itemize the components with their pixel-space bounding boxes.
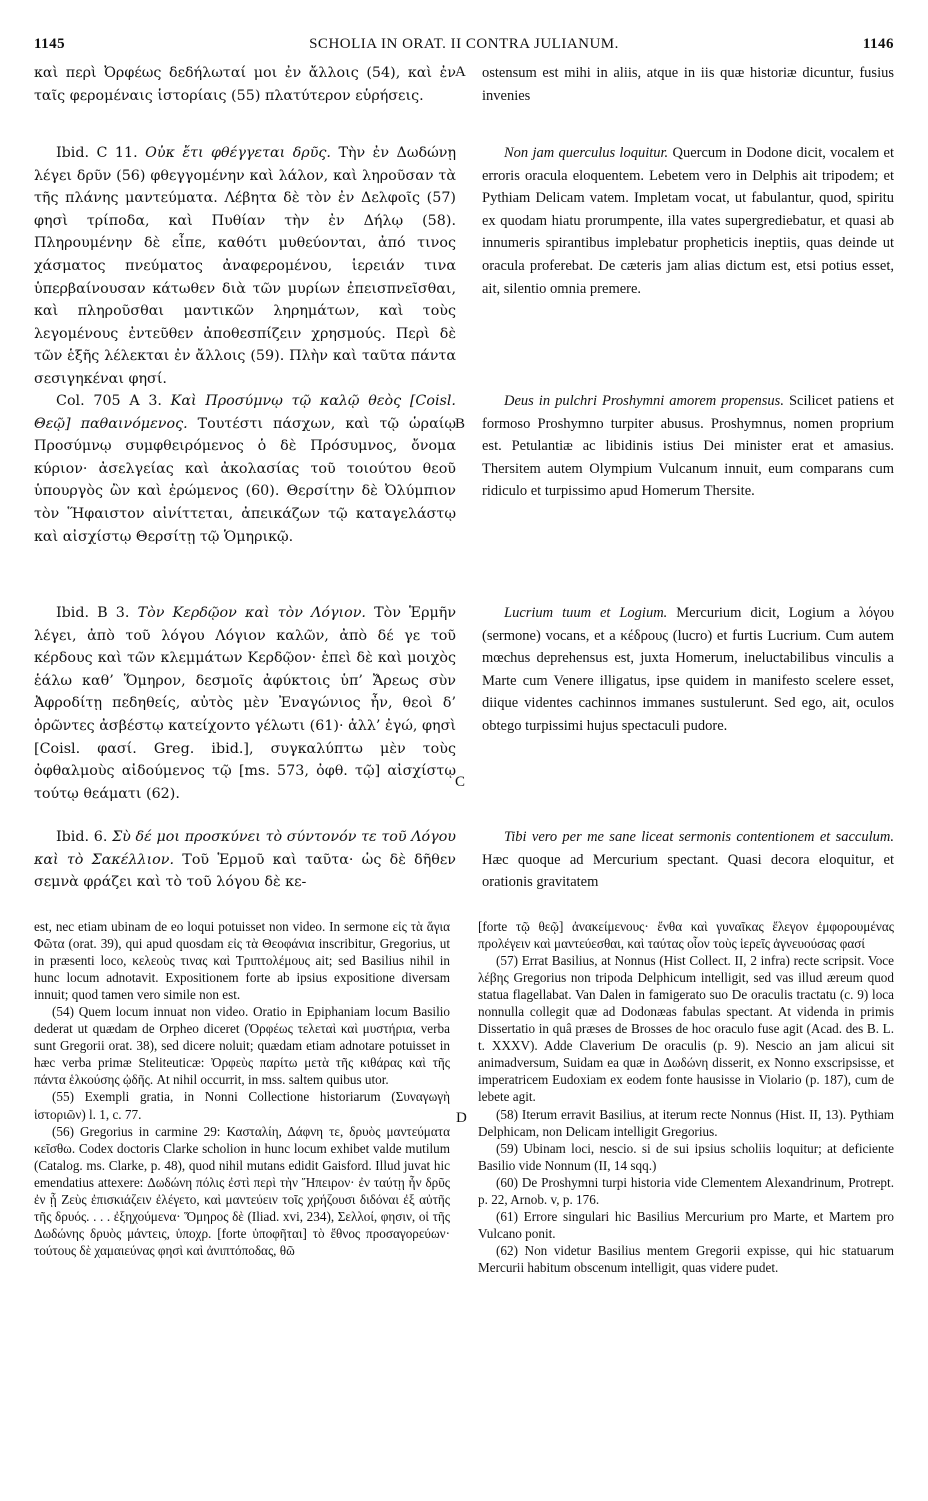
latin-lemma: Tibi vero per me sane liceat sermonis contentionem et sacculum.	[504, 829, 894, 845]
greek-reference: Col. 705 A 3.	[56, 393, 162, 409]
commentary-columns	[34, 62, 894, 918]
margin-marker-b: B	[455, 416, 466, 432]
greek-text: Τουτέστι πάσχων, καὶ τῷ ὡραίῳ Προσύμνῳ συμφθειρόμενος ὁ δὲ Πρόσυμνος, ὄνομα κύριον· ἀσελγείας καὶ ἀκολασίας τοῦ τοιούτου θεοῦ ὑπουργὸς ὢν καὶ ἐρώμενος (60). Θερσίτην δὲ Ὀλύμπιον τὸν Ἥφαιστον αἰνίττεται, ἀπεικάζων τῷ καταγελάστῳ καὶ αἰσχίστῳ Θερσίτῃ τῷ Ὁμηρικῷ.	[34, 415, 456, 545]
footnote: (54) Quem locum innuat non video. Oratio in Epiphaniam locum Basilio dederat ut quædam de Orpheo diceret (Ὀρφέως τελεταὶ καὶ μυστήρια, verba sunt Gregorii orat. 38), sed dicere noluit; quædam etiam adnotare potuisset in hæc verba primæ Steliteuticæ: Ὀρφεὺς παρίτω μετὰ τῆς κιθάρας καὶ τῆς πάντα ἑλκούσης ᾠδῆς. At nihil occurrit, in mss. saltem quibus utor.	[34, 1004, 450, 1088]
footnote: (60) De Proshymni turpi historia vide Clementem Alexandrinum, Protrept. p. 22, Arnob. v, p. 176.	[478, 1174, 894, 1207]
greek-text-block	[34, 62, 456, 107]
latin-text-block	[482, 390, 894, 503]
latin-text-block	[482, 62, 894, 107]
greek-text-block	[34, 142, 456, 391]
latin-lemma: Lucrium tuum et Logium.	[504, 605, 668, 621]
footnote: (58) Iterum erravit Basilius, at iterum recte Nonnus (Hist. II, 13). Pythiam Delphicam, non Delicam intelligit Gregorius.	[478, 1106, 894, 1139]
footnote: [forte τῷ θεῷ] ἀνακείμενους· ἔνθα καὶ γυναῖκας ἔλεγον ἐμφορουμένας προλέγειν καὶ μαντεύεσθαι, καὶ ταύτας οἷον τοὺς ἱερεῖς ἁγνευούσας φασί	[478, 919, 894, 952]
latin-lemma: Deus in pulchri Proshymni amorem propensus.	[504, 393, 784, 409]
greek-text: Τὴν ἐν Δωδώνῃ λέγει δρῦν (56) φθεγγομένην καὶ λάλον, καὶ ληροῦσαν τὰ τῆς πλάνης μαντεύματα. Λέβητα δὲ τὸν ἐν Δελφοῖς (57) φησὶ τρίποδα, καὶ Πυθίαν τὴν ἐν Δήλῳ (58). Πληρουμένην δὲ εἶπε, καθότι μυθεύονται, ἀπό τινος χάσματος πνεύματος ἀναφερομένου, ἱερειάν τινα ὑπερβαίνουσαν κάτωθεν διὰ τῶν μυρίων ἐπεισπνεῖσθαι, καὶ πληροῦσθαι μαντικῶν ληρημάτων, καὶ τοὺς λεγομένους ἐντεῦθεν ἀποθεσπίζειν χρησμούς. Περὶ δὲ τῶν ἑξῆς λέλεκται ἐν ἄλλοις (59). Πλὴν καὶ ταῦτα πάντα σεσιγηκέναι φησί.	[34, 145, 457, 387]
greek-lemma: Σὺ δέ μοι προσκύνει τὸ σύντονόν τε τοῦ Λόγου καὶ τὸ Σακέλλιον.	[34, 829, 457, 868]
greek-lemma: Τὸν Κερδῷον καὶ τὸν Λόγιον.	[137, 605, 366, 621]
greek-reference: Ibid. B 3.	[56, 605, 130, 621]
margin-marker-c: C	[455, 774, 466, 790]
latin-text-block	[482, 142, 894, 300]
latin-text: Scilicet patiens et formoso Proshymno turpiter abusus. Proshymnus, nomen proprium est. Petulantiæ ac libidinis istius Dei minister erat et amasius. Thersitem autem Olympium Vulcanum innuit, eum comparans cum ridiculo et turpissimo apud Homerum Thersite.	[482, 393, 894, 500]
greek-text: Τὸν Ἑρμῆν λέγει, ἀπὸ τοῦ λόγου Λόγιον καλῶν, ἀπὸ δέ γε τοῦ κέρδους καὶ τῶν κλεμμάτων Κερδῷον· ἐπεὶ δὲ καὶ μοιχὸς ἑάλω καθ’ Ὅμηρον, δεσμοῖς ἀφύκτοις ὑπ’ Ἄρεως σὺν Ἀφροδίτῃ πεδηθείς, αὐτὸς μὲν Ἐναγώνιος ἦν, θεοὶ δ’ ὁρῶντες ἀσβέστῳ κατείχοντο γέλωτι (61)· ἀλλ’ ἐγώ, φησὶ [Coisl. φασί. Greg. ibid.], συγκαλύπτω μὲν τοὺς ὀφθαλμοὺς αἰδούμενος τῷ [ms. 573, ὀφθ. τῷ] αἰσχίστῳ τούτῳ θεάματι (62).	[34, 605, 457, 802]
latin-text-block	[482, 826, 894, 894]
latin-text: ostensum est mihi in aliis, atque in iis quæ historiæ dicuntur, fusius invenies	[482, 65, 894, 104]
latin-text-block	[482, 602, 894, 738]
page-number-left: 1145	[34, 36, 66, 52]
footnote: (57) Errat Basilius, at Nonnus (Hist Collect. II, 2 infra) recte scripsit. Voce λέβης Gregorius non tripoda Delphicum intelligit, sed vas illud æreum quod statua flagellabat. Van Dalen in famigerato suo De oraculis tractatu (c. 9) loca nonnulla collegit quæ ad Dodonæas fabulas spectant. At videnda in primis Dissertatio in quâ præses de Brosses de hoc oraculo fuse agit (Acad. des B. L. t. XXXV). Adde Claverium De oraculis (p. 9). Nescio an jam alicui sit animadversum, Suidam ea quæ in Δωδώνη disserit, ex Nonno exscripsisse, et imperatricem Eudoxiam ex eodem fonte hausisse in Violario (p. 187), cum de lebete agit.	[478, 953, 894, 1105]
footnote: (59) Ubinam loci, nescio. si de sui ipsius scholiis loquitur; at deficiente Basilio vide Nonnum (II, 14 sqq.)	[478, 1140, 894, 1173]
margin-marker-a: A	[455, 64, 466, 80]
latin-lemma: Non jam querculus loquitur.	[504, 145, 669, 161]
greek-text-block	[34, 602, 456, 805]
footnote: (55) Exempli gratia, in Nonni Collectione historiarum (Συναγωγὴ ἱστοριῶν) l. 1, c. 77.	[34, 1089, 450, 1122]
running-title: SCHOLIA IN ORAT. II CONTRA JULIANUM.	[309, 36, 619, 52]
greek-text-block	[34, 390, 456, 548]
footnote: (62) Non videtur Basilius mentem Gregorii expisse, qui hic statuarum Mercurii habitum obscenum intelligit, quas videre pudet.	[478, 1242, 894, 1275]
greek-text: καὶ περὶ Ὀρφέως δεδήλωταί μοι ἐν ἄλλοις (54), καὶ ἐν ταῖς φερομέναις ἱστορίαις (55) πλατύτερον εὑρήσεις.	[34, 65, 456, 104]
greek-text-block	[34, 826, 456, 894]
greek-lemma: Καὶ Προσύμνῳ τῷ καλῷ θεὸς [Coisl. Θεῷ] παθαινόμενος.	[34, 393, 456, 432]
footnotes-left-column	[34, 918, 450, 1259]
page-number-right: 1146	[862, 36, 894, 52]
latin-text: Hæc quoque ad Mercurium spectant. Quasi decora eloquitur, et orationis gravitatem	[482, 851, 894, 891]
footnotes	[34, 918, 894, 1478]
footnotes-right-column	[478, 918, 894, 1276]
margin-marker-d: D	[456, 1110, 467, 1126]
footnote: est, nec etiam ubinam de eo loqui potuisset non video. In sermone εἰς τὰ ἅγια Φῶτα (orat. 39), qui apud quosdam εἰς τὰ Θεοφάνια inscribitur, Gregorius, ut in præsenti loco, κελεοὺς τινας καὶ Τριπτολέμους ait; sed Basilius nihil in hunc locum adnotavit. Expositionem forte ab ipsius expositione diversam innuit; quod tamen vero simile non est.	[34, 919, 450, 1003]
footnote: (61) Errore singulari hic Basilius Mercurium pro Marte, et Martem pro Vulcano ponit.	[478, 1208, 894, 1241]
greek-text: Τοῦ Ἑρμοῦ καὶ ταῦτα· ὡς δὲ δῆθεν σεμνὰ φράζει καὶ τὸ τοῦ λόγου δὲ κε-	[34, 851, 456, 891]
greek-reference: Ibid. C 11.	[56, 145, 138, 161]
latin-text: Mercurium dicit, Logium a λόγου (sermone) vocans, et a κέδρους (lucro) et furtis Lucrium. Cum autem mœchus deprehensus est, juxta Homerum, ineluctabilibus vinculis a Marte cum Venere illigatus, ipse quidem in manifesto scelere esset, diique videntes cachinnos immanes sustulerunt. Sed ego, ait, oculos obtego turpissimi hujus spectaculi pudore.	[482, 605, 895, 734]
greek-lemma: Οὐκ ἔτι φθέγγεται δρῦς.	[145, 145, 331, 161]
running-header	[34, 36, 894, 58]
latin-text: Quercum in Dodone dicit, vocalem et erroris oracula eloquentem. Lebetem vero in Delphis ait tripodem; et Pythiam Delicam vatem. Impletam vocat, ut fabulantur, quod, spiritu ex quodam hiatu prorumpente, illa vates supergrediebatur, et quasi ab innumeris spirantibus implebatur propheticis ineptiis, quas deinde ut oracula proferebat. De cæteris jam alias dictum est, etsi potius esset, ait, silentio omnia premere.	[482, 145, 894, 297]
footnote: (56) Gregorius in carmine 29: Κασταλίη, Δάφνη τε, δρυὸς μαντεύματα κεῖσθω. Codex doctoris Clarke scholion in hunc locum exhibet valde mutilum (Catalog. ms. Clarke, p. 48), quod nihil mutans edidit Gaisford. Illud juvat hic emendatius attexere: Δωδώνη πόλις ἐστὶ περὶ τὴν Ἤπειρον· ἐν ταύτῃ ἦν δρῦς ἐν ᾗ Ζεὺς ἐπισκιάζειν ἐλέγετο, καὶ μαντεύειν τοῖς χρήζουσι διδόναι ἐξ αὐτῆς τῆς δρυός. . . . ἐξηχούμενα· Ὅμηρος δὲ (Iliad. xvi, 234), Σελλοί, φησιν, οἱ τῆς Δωδώνης δρυὸς μάντεις, ὑποχρ. [forte ὑποφῆται] τὸ ἔθνος προσαγορεύων· τούτους δὲ χαμαιεύνας φησὶ καὶ ἀνιπτόποδας, θῶ	[34, 1123, 450, 1258]
greek-reference: Ibid. 6.	[56, 829, 108, 845]
